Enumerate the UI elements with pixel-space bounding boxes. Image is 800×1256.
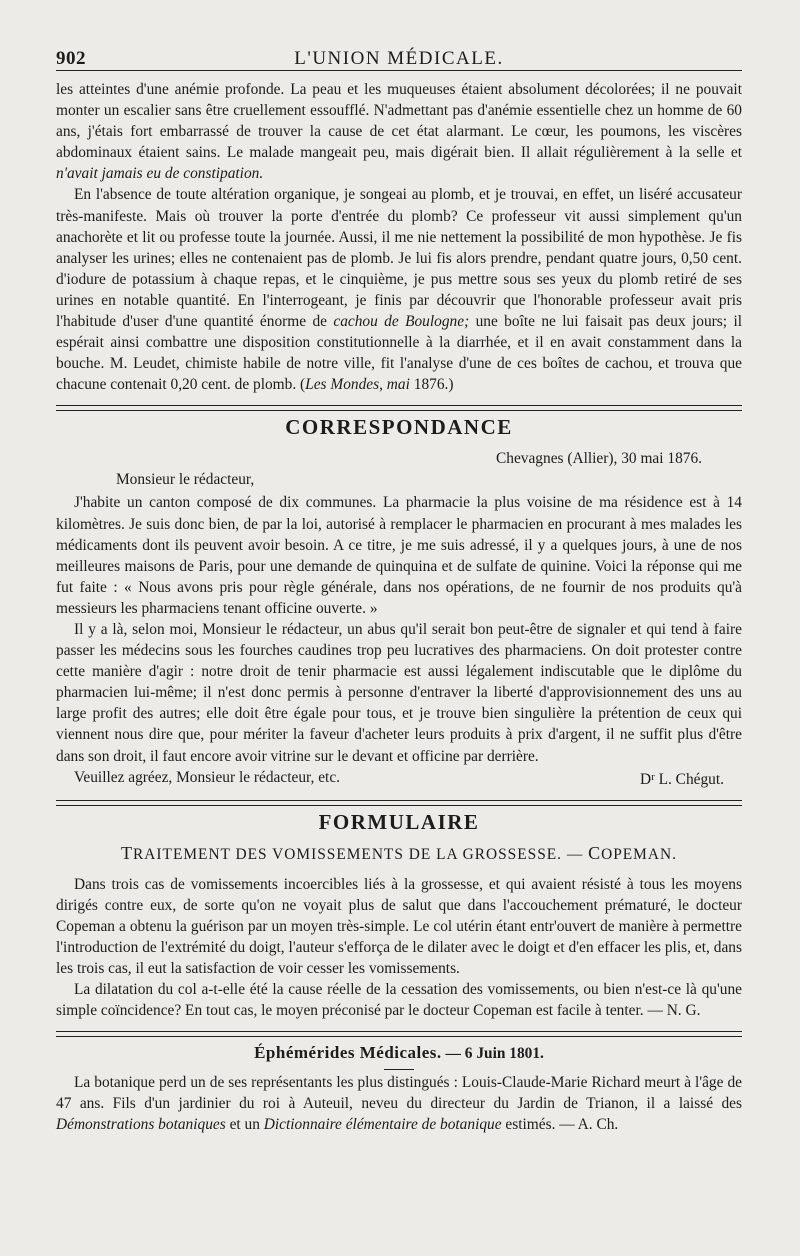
- text-run: une boîte ne lui faisait pas deux jours; il espérait ainsi combattre une disposition constitutionnelle à la diarrhée, et il en avait constamment dans la bouche. M. Leudet, chimiste habile de notre ville, fit l'analyse d'une de ces boîtes de cachou, et trouva que chacune contenait 0,20 cent. de plomb. (: [56, 313, 743, 394]
- letter-closing: [56, 767, 742, 790]
- continuation-paragraph-1: [56, 79, 742, 184]
- italic-run: Dictionnaire élémentaire de botanique: [263, 1116, 502, 1134]
- source-citation: Les Mondes, mai: [305, 376, 410, 394]
- signature-name: L. Chégut.: [654, 770, 724, 788]
- formulaire-paragraph-2: La dilatation du col a-t-elle été la cause réelle de la cessation des vomissements, ou bien n'est-ce là qu'une simple coïncidence? En tout cas, le moyen préconisé par le docteur Copeman est facile à tenter. — N. G.: [56, 981, 742, 1020]
- ephemerides-heading: [56, 1043, 742, 1063]
- italic-run: Démonstrations botaniques: [56, 1116, 226, 1134]
- text-run: 1876.): [409, 376, 454, 394]
- page-number: 902: [56, 48, 86, 69]
- subhead-text: RAITEMENT DES VOMISSEMENTS DE LA GROSSESSE. —: [133, 845, 589, 863]
- letter-paragraph-2: Il y a là, selon moi, Monsieur le rédacteur, un abus qu'il serait bon peut-être de signaler et qui tend à faire passer les médecins sous les fourches caudines trop peu lucratives des pharmaciens. On doit protester contre cette manière d'agir : notre droit de tenir pharmacie est aussi légalement indiscutable que le diplôme du pharmacien lui-même; il n'est donc permis à personne d'entraver la liberté d'approvisionnement des uns au large profit des autres; elle doit être égale pour tous, et je trouve bien singulière la prétention de ceux qui viennent nous dire que, pour mériter la faveur d'acheter leurs produits à prix d'argent, il ne suffit plus d'être dans son droit, il faut encore avoir vitrine sur le devant et officine par derrière.: [56, 620, 742, 765]
- continuation-paragraph-2: [56, 184, 742, 395]
- section-divider: [56, 405, 742, 411]
- formulaire-title: FORMULAIRE: [318, 809, 480, 834]
- subhead-initial: T: [121, 842, 134, 863]
- text-run: et un: [225, 1116, 264, 1134]
- letter-signature: [640, 767, 724, 790]
- letter-paragraph-1: J'habite un canton composé de dix communes. La pharmacie la plus voisine de ma résidence est à 14 kilomètres. Je suis donc bien, de par la loi, autorisé à remplacer le pharmacien en procurant à mes malades les médicaments dont ils peuvent avoir besoin. A ce titre, je me suis adressé, il y a quelques jours, à une de nos meilleures maisons de Paris, pour une demande de quinquina et de sulfate de quinine. Voici la réponse qui me fut faite : « Nous avons pris pour règle générale, dans nos opérations, de ne fournir de nos produits qu'à messieurs les pharmaciens tenant officine ouverte. »: [56, 494, 742, 617]
- subhead-initial: C: [588, 842, 602, 863]
- text-run: les atteintes d'une anémie profonde. La peau et les muqueuses étaient absolument décolorées; il ne pouvait monter un escalier sans être cruellement essoufflé. N'admettant pas d'anémie essentielle chez un homme de 60 ans, j'étais fort embarrassé de trouver la cause de cet état alarmant. Le cœur, les poumons, les viscères abdominaux étaient sains. Le malade mangeait peu, mais digérait bien. Il allait régulièrement à la selle et: [56, 81, 742, 162]
- text-run: La botanique perd un de ses représentants les plus distingués : Louis-Claude-Marie Richard meurt à l'âge de 47 ans. Fils d'un jardinier du roi à Auteuil, neveu du directeur du Jardin de Trianon, il a laissé des: [56, 1074, 742, 1113]
- journal-title: L'UNION MÉDICALE.: [294, 48, 504, 69]
- correspondance-title: CORRESPONDANCE: [285, 415, 513, 440]
- signature-prefix: D: [639, 770, 652, 788]
- running-head: [56, 40, 742, 71]
- formulaire-paragraph-1: Dans trois cas de vomissements incoercibles liés à la grossesse, et qui avaient résisté à tous les moyens dirigés contre eux, de sorte qu'on ne voyait plus de salut que dans l'accouchement prématuré, le docteur Copeman a obtenu la guérison par un moyen très-simple. Le col utérin étant entr'ouvert de manière à permettre l'introduction de l'extrémité du doigt, l'auteur s'efforça de le dilater avec le doigt et d'en effacer les plis, et, dans les trois cas, il eut la satisfaction de voir cesser les vomissements.: [56, 875, 742, 977]
- letter-salutation: Monsieur le rédacteur,: [116, 471, 255, 489]
- closing-formula: Veuillez agréez, Monsieur le rédacteur, etc.: [74, 768, 341, 786]
- ephemerides-date: — 6 Juin 1801.: [441, 1045, 544, 1063]
- text-run: En l'absence de toute altération organique, je songeai au plomb, et je trouvai, en effet, un liséré accusateur très-manifeste. Mais où trouver la porte d'entrée du plomb? Ce professeur vit aussi simplement qu'un anachorète et lit ou professe toute la journée. Aussi, il me nie nettement la possibilité de mon hypothèse. Je fis analyser les urines; elles ne contenaient pas de plomb. Je lui fis alors prendre, pendant quatre jours, 0,50 cent. d'iodure de potassium à chaque repas, et le cinquième, je pus mettre sous ses yeux du plomb retiré de ses urines en notable quantité. En l'interrogeant, je finis par découvrir que l'honorable professeur avait pris l'habitude d'user d'une quantité énorme de: [56, 186, 742, 331]
- section-divider: [56, 1031, 742, 1037]
- italic-run: n'avait jamais eu de constipation.: [56, 165, 264, 183]
- section-divider: [56, 800, 742, 806]
- ephemerides-title: Éphémérides Médicales.: [254, 1043, 442, 1063]
- signature-superscript: r: [651, 770, 655, 783]
- short-divider: [384, 1069, 414, 1070]
- italic-run: cachou de Boulogne;: [333, 313, 470, 331]
- ephemerides-paragraph: [56, 1072, 742, 1135]
- letter-dateline: Chevagnes (Allier), 30 mai 1876.: [495, 450, 702, 468]
- subhead-text: OPEMAN.: [601, 845, 677, 863]
- formulaire-subheading: [56, 843, 742, 864]
- text-run: estimés. — A. Ch.: [501, 1116, 619, 1134]
